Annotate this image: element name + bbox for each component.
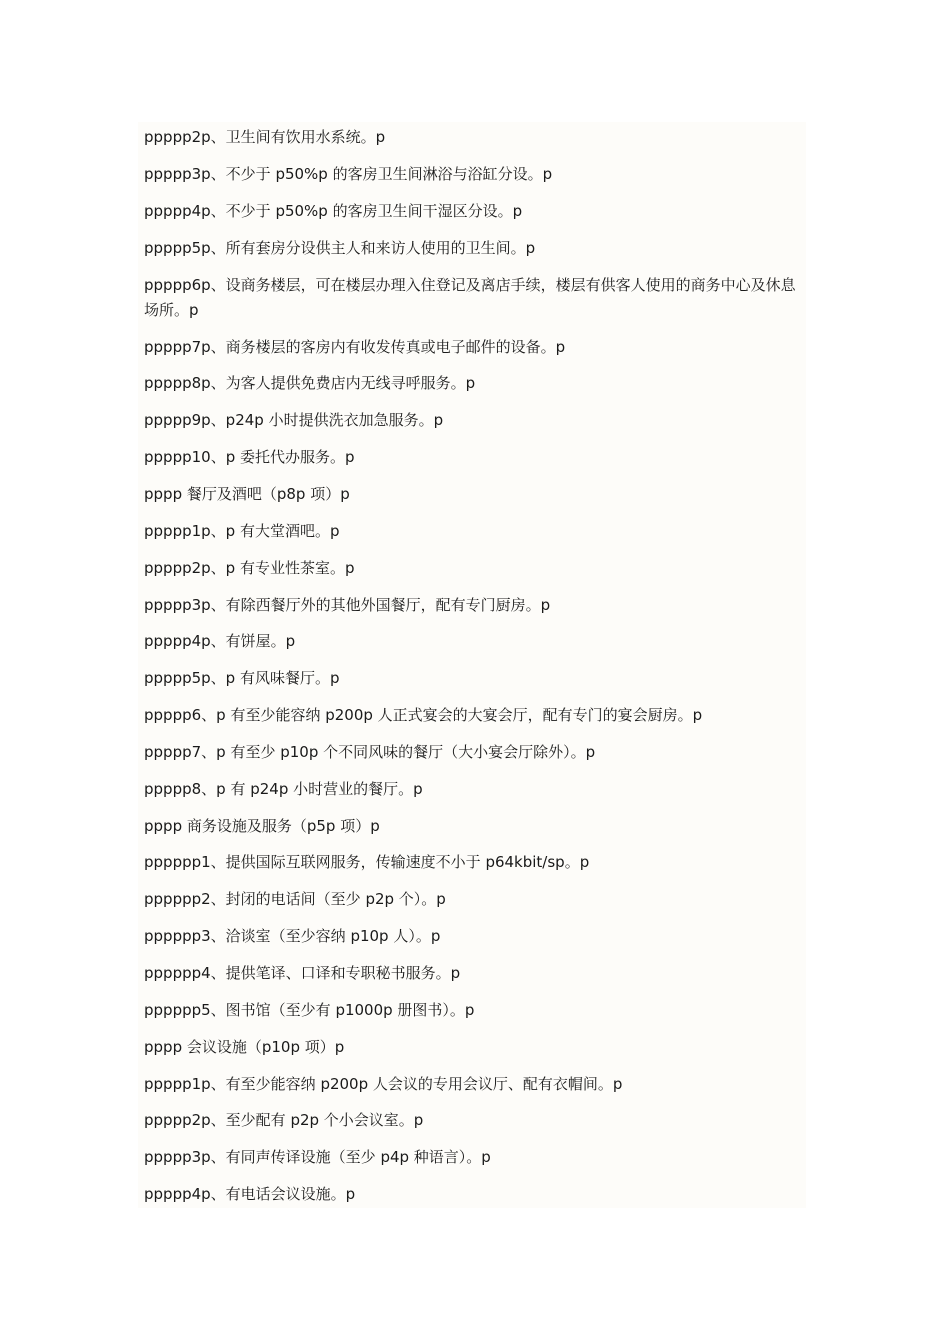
text-line-4: ppppp5p、所有套房分设供主人和来访人使用的卫生间。p xyxy=(144,239,536,257)
text-line-2: ppppp3p、不少于 p50%p 的客房卫生间淋浴与浴缸分设。p xyxy=(144,165,553,183)
text-line-17: ppppp7、p 有至少 p10p 个不同风味的餐厅（大小宴会厅除外）。p xyxy=(144,743,596,761)
section-heading-meeting: pppp 会议设施（p10p 项）p xyxy=(144,1038,345,1056)
text-line-7: ppppp8p、为客人提供免费店内无线寻呼服务。p xyxy=(144,374,476,392)
section-heading-business: pppp 商务设施及服务（p5p 项）p xyxy=(144,817,380,835)
text-block xyxy=(138,122,806,1208)
text-line-11: ppppp1p、p 有大堂酒吧。p xyxy=(144,522,340,540)
text-line-22: pppppp3、洽谈室（至少容纳 p10p 人）。p xyxy=(144,927,441,945)
text-line-5: ppppp6p、设商务楼层，可在楼层办理入住登记及离店手续，楼层有供客人使用的商务中心及休息场所。p xyxy=(144,276,796,319)
text-line-21: pppppp2、封闭的电话间（至少 p2p 个）。p xyxy=(144,890,446,908)
text-line-12: ppppp2p、p 有专业性茶室。p xyxy=(144,559,355,577)
text-line-26: ppppp1p、有至少能容纳 p200p 人会议的专用会议厅、配有衣帽间。p xyxy=(144,1075,623,1093)
text-line-3: ppppp4p、不少于 p50%p 的客房卫生间干湿区分设。p xyxy=(144,202,523,220)
text-line-24: pppppp5、图书馆（至少有 p1000p 册图书）。p xyxy=(144,1001,475,1019)
section-heading-dining: pppp 餐厅及酒吧（p8p 项）p xyxy=(144,485,350,503)
text-line-14: ppppp4p、有饼屋。p xyxy=(144,632,296,650)
text-line-28: ppppp3p、有同声传译设施（至少 p4p 种语言）。p xyxy=(144,1148,491,1166)
text-line-16: ppppp6、p 有至少能容纳 p200p 人正式宴会的大宴会厅，配有专门的宴会厨房。p xyxy=(144,706,703,724)
text-line-27: ppppp2p、至少配有 p2p 个小会议室。p xyxy=(144,1111,424,1129)
text-line-6: ppppp7p、商务楼层的客房内有收发传真或电子邮件的设备。p xyxy=(144,338,566,356)
text-line-18: ppppp8、p 有 p24p 小时营业的餐厅。p xyxy=(144,780,423,798)
text-line-23: pppppp4、提供笔译、口译和专职秘书服务。p xyxy=(144,964,461,982)
text-line-29: ppppp4p、有电话会议设施。p xyxy=(144,1185,356,1203)
text-line-13: ppppp3p、有除西餐厅外的其他外国餐厅，配有专门厨房。p xyxy=(144,596,551,614)
text-line-9: ppppp10、p 委托代办服务。p xyxy=(144,448,355,466)
text-line-1: ppppp2p、卫生间有饮用水系统。p xyxy=(144,128,386,146)
text-line-8: ppppp9p、p24p 小时提供洗衣加急服务。p xyxy=(144,411,444,429)
text-line-20: pppppp1、提供国际互联网服务，传输速度不小于 p64kbit/sp。p xyxy=(144,853,590,871)
text-line-15: ppppp5p、p 有风味餐厅。p xyxy=(144,669,340,687)
